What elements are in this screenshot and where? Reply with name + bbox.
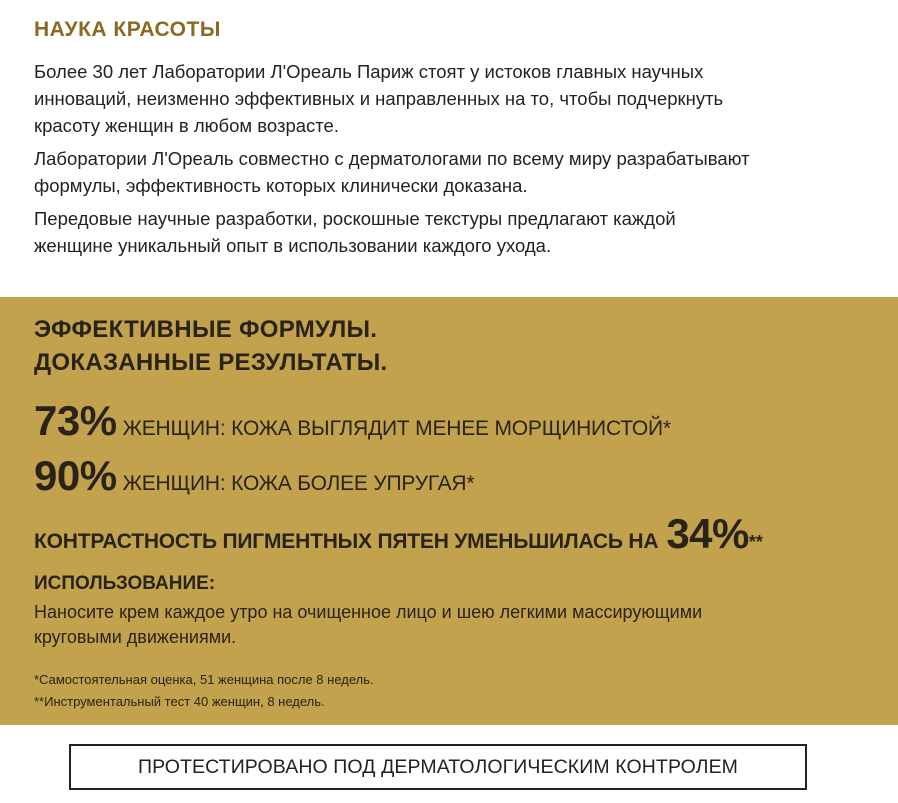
footnote: *Самостоятельная оценка, 51 женщина после 8 недель. bbox=[34, 672, 374, 687]
stat-row-wrinkles bbox=[34, 397, 671, 445]
footnote-mark: ** bbox=[748, 532, 763, 552]
intro-line: женщине уникальный опыт в использовании каждого ухода. bbox=[34, 235, 552, 256]
intro-line: формулы, эффективность которых клинически доказана. bbox=[34, 175, 528, 196]
stat-percent: 90% bbox=[34, 452, 117, 499]
intro-line: красоту женщин в любом возрасте. bbox=[34, 115, 339, 136]
intro-text bbox=[34, 58, 898, 265]
stat-percent: 73% bbox=[34, 397, 117, 444]
intro-line: Передовые научные разработки, роскошные текстуры предлагают каждой bbox=[34, 208, 676, 229]
intro-line: инноваций, неизменно эффективных и направленных на то, чтобы подчеркнуть bbox=[34, 88, 724, 109]
stat-row-pigment-contrast bbox=[34, 510, 763, 558]
footnotes bbox=[34, 669, 374, 713]
intro-line: Более 30 лет Лаборатории Л'Ореаль Париж стоят у истоков главных научных bbox=[34, 61, 704, 82]
intro-paragraph bbox=[34, 145, 898, 199]
intro-line: Лаборатории Л'Ореаль совместно с дерматологами по всему миру разрабатывают bbox=[34, 148, 750, 169]
usage-line: Наносите крем каждое утро на очищенное лицо и шею легкими массирующими bbox=[34, 602, 703, 622]
usage-instructions bbox=[34, 600, 898, 650]
results-panel bbox=[0, 297, 898, 725]
stat-description: КОНТРАСТНОСТЬ ПИГМЕНТНЫХ ПЯТЕН УМЕНЬШИЛАСЬ НА bbox=[34, 530, 659, 553]
intro-paragraph bbox=[34, 58, 898, 139]
results-title bbox=[34, 313, 387, 379]
usage-line: круговыми движениями. bbox=[34, 627, 237, 647]
stat-percent: 34% bbox=[666, 510, 749, 557]
footnote: **Инструментальный тест 40 женщин, 8 недель. bbox=[34, 694, 325, 709]
stat-description: ЖЕНЩИН: КОЖА БОЛЕЕ УПРУГАЯ* bbox=[122, 472, 475, 495]
dermatologically-tested-badge: ПРОТЕСТИРОВАНО ПОД ДЕРМАТОЛОГИЧЕСКИМ КОНТРОЛЕМ bbox=[69, 744, 807, 790]
stat-description: ЖЕНЩИН: КОЖА ВЫГЛЯДИТ МЕНЕЕ МОРЩИНИСТОЙ* bbox=[122, 417, 671, 440]
intro-paragraph bbox=[34, 205, 898, 259]
stat-row-elasticity bbox=[34, 452, 474, 500]
usage-title: ИСПОЛЬЗОВАНИЕ: bbox=[34, 573, 216, 594]
section-title-beauty-science: НАУКА КРАСОТЫ bbox=[34, 18, 221, 41]
results-title-line: ЭФФЕКТИВНЫЕ ФОРМУЛЫ. bbox=[34, 316, 378, 343]
results-title-line: ДОКАЗАННЫЕ РЕЗУЛЬТАТЫ. bbox=[34, 349, 388, 376]
